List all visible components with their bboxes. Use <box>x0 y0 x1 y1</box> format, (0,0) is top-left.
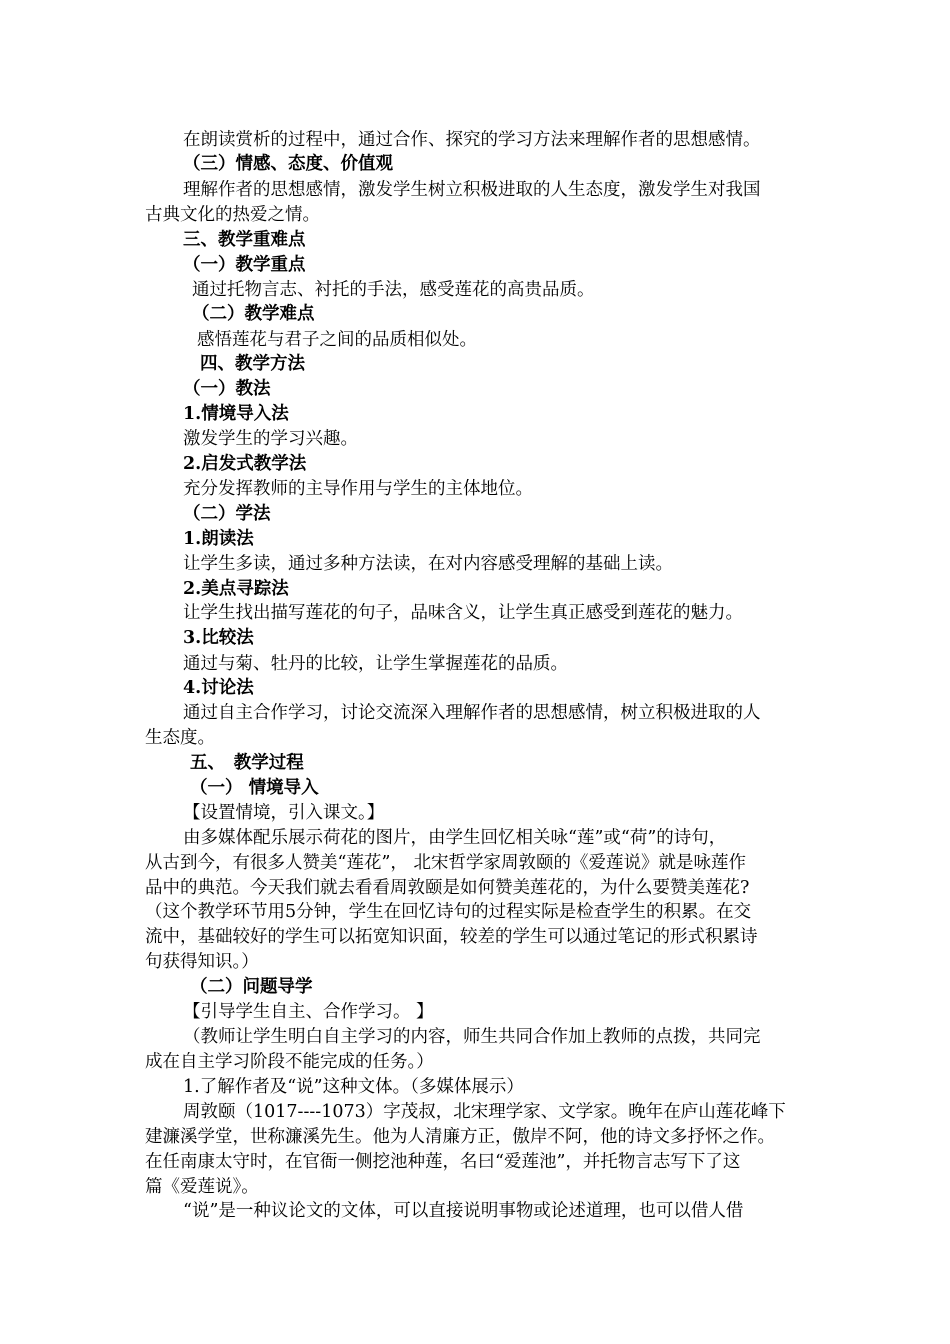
text-line: 让学生找出描写莲花的句子，品味含义，让学生真正感受到莲花的魅力。 <box>183 603 743 623</box>
text-line: 古典文化的热爱之情。 <box>145 205 320 225</box>
text-line: （这个教学环节用5分钟，学生在回忆诗句的过程实际是检查学生的积累。在交 <box>145 902 752 922</box>
subheading: 1.情境导入法 <box>183 404 289 424</box>
text-line: 周敦颐（1017----1073）字茂叔，北宋理学家、文学家。晚年在庐山莲花峰下 <box>183 1102 786 1122</box>
heading-difficult-points: （二）教学难点 <box>192 304 315 324</box>
text-line: 充分发挥教师的主导作用与学生的主体地位。 <box>183 479 533 499</box>
heading-problem-guided: （二）问题导学 <box>190 977 313 997</box>
text-line: 由多媒体配乐展示荷花的图片，由学生回忆相关咏“莲”或“荷”的诗句， <box>183 828 727 848</box>
text-line: “说”是一种议论文的文体，可以直接说明事物或论述道理，也可以借人借 <box>183 1201 744 1221</box>
text-line: 品中的典范。今天我们就去看看周敦颐是如何赞美莲花的，为什么要赞美莲花? <box>145 878 750 898</box>
subheading: 2.启发式教学法 <box>183 454 307 474</box>
text-line: 通过与菊、牡丹的比较，让学生掌握莲花的品质。 <box>183 654 568 674</box>
subheading: 4.讨论法 <box>183 678 254 698</box>
subheading: 2.美点寻踪法 <box>183 579 289 599</box>
heading-situation-intro: （一） 情境导入 <box>190 778 319 798</box>
text-line: 1.了解作者及“说”这种文体。（多媒体展示） <box>183 1077 524 1097</box>
heading-emotion-attitude-values: （三）情感、态度、价值观 <box>183 154 393 174</box>
subheading: 1.朗读法 <box>183 529 254 549</box>
text-line: 【设置情境，引入课文。】 <box>183 803 385 823</box>
text-line: 篇《爱莲说》。 <box>145 1177 259 1197</box>
text-line: 从古到今，有很多人赞美“莲花”， 北宋哲学家周敦颐的《爱莲说》就是咏莲作 <box>145 853 746 873</box>
heading-learning-method: （二）学法 <box>183 504 271 524</box>
text-line: 感悟莲花与君子之间的品质相似处。 <box>197 330 477 350</box>
text-line: 理解作者的思想感情，激发学生树立积极进取的人生态度，激发学生对我国 <box>183 180 761 200</box>
text-line: 在朗读赏析的过程中，通过合作、探究的学习方法来理解作者的思想感情。 <box>183 130 761 150</box>
text-line: 句获得知识。） <box>145 952 259 972</box>
subheading: 3.比较法 <box>183 628 254 648</box>
text-line: 通过托物言志、衬托的手法，感受莲花的高贵品质。 <box>192 280 595 300</box>
text-line: 在任南康太守时，在官衙一侧挖池种莲，名曰“爱莲池”，并托物言志写下了这 <box>145 1152 741 1172</box>
text-line: 建濂溪学堂，世称濂溪先生。他为人清廉方正，傲岸不阿，他的诗文多抒怀之作。 <box>145 1127 775 1147</box>
heading-teaching-method: （一）教法 <box>183 379 271 399</box>
text-line: 成在自主学习阶段不能完成的任务。） <box>145 1052 434 1072</box>
text-line: 通过自主合作学习，讨论交流深入理解作者的思想感情，树立积极进取的人 <box>183 703 761 723</box>
heading-teaching-process: 五、 教学过程 <box>190 753 304 773</box>
text-line: 让学生多读，通过多种方法读，在对内容感受理解的基础上读。 <box>183 554 673 574</box>
text-line: （教师让学生明白自主学习的内容，师生共同合作加上教师的点拨，共同完 <box>183 1027 761 1047</box>
heading-teaching-methods: 四、教学方法 <box>200 354 305 374</box>
text-line: 【引导学生自主、合作学习。 】 <box>183 1002 434 1022</box>
heading-key-points: （一）教学重点 <box>183 255 306 275</box>
text-line: 激发学生的学习兴趣。 <box>183 429 358 449</box>
text-line: 生态度。 <box>145 728 215 748</box>
text-line: 流中，基础较好的学生可以拓宽知识面，较差的学生可以通过笔记的形式积累诗 <box>145 927 758 947</box>
heading-key-difficult-points: 三、教学重难点 <box>183 230 306 250</box>
